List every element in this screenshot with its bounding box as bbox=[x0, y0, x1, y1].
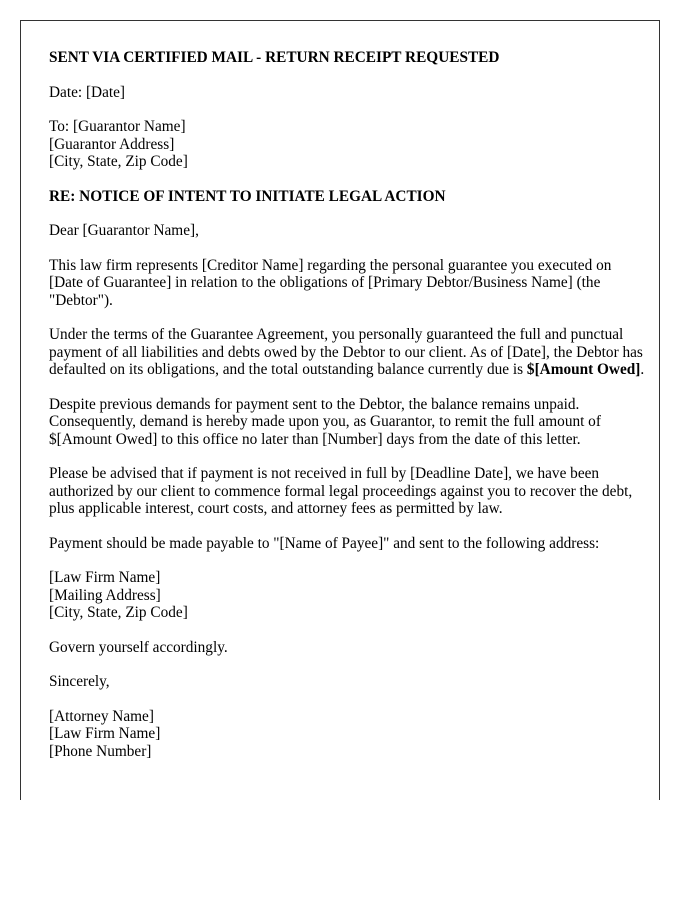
mailing-address: [Mailing Address] bbox=[49, 586, 161, 604]
signature-block bbox=[49, 708, 649, 761]
salutation: Dear [Guarantor Name], bbox=[49, 222, 199, 239]
letter-date: Date: [Date] bbox=[49, 83, 126, 101]
closing: Sincerely, bbox=[49, 673, 110, 690]
paragraph-govern: Govern yourself accordingly. bbox=[49, 638, 228, 656]
phone-number: [Phone Number] bbox=[49, 742, 152, 760]
default-end: . bbox=[640, 361, 645, 378]
recipient-block bbox=[49, 118, 649, 171]
law-firm-name: [Law Firm Name] bbox=[49, 569, 161, 586]
signature-firm: [Law Firm Name] bbox=[49, 725, 161, 742]
paragraph-default bbox=[49, 326, 649, 379]
paragraph-representation: This law firm represents [Creditor Name] regarding the personal guarantee you executed on [Date of Guarantee] in relation to the obligations of [Primary Debtor/Business Name] (the "Debtor"). bbox=[49, 256, 612, 309]
amount-owed: $[Amount Owed] bbox=[526, 361, 641, 378]
recipient-city: [City, State, Zip Code] bbox=[49, 153, 188, 170]
recipient-address: [Guarantor Address] bbox=[49, 135, 175, 153]
mailing-city: [City, State, Zip Code] bbox=[49, 604, 188, 621]
letter-body bbox=[49, 49, 649, 760]
payment-address bbox=[49, 569, 649, 622]
letter-page bbox=[20, 20, 660, 800]
paragraph-payment: Payment should be made payable to "[Name of Payee]" and sent to the following address: bbox=[49, 534, 600, 552]
attorney-name: [Attorney Name] bbox=[49, 707, 154, 725]
mail-header: SENT VIA CERTIFIED MAIL - RETURN RECEIPT REQUESTED bbox=[49, 49, 500, 66]
paragraph-legal-action: Please be advised that if payment is not received in full by [Deadline Date], we have been authorized by our client to commence formal legal proceedings against you to recover the debt, plus applicable interest, court costs, and attorney fees as permitted by law. bbox=[49, 465, 633, 517]
subject-line: RE: NOTICE OF INTENT TO INITIATE LEGAL ACTION bbox=[49, 187, 446, 205]
default-text: Under the terms of the Guarantee Agreement, you personally guaranteed the full and punctual payment of all liabilities and debts owed by the Debtor to our client. As of [Date], the Debtor has defaulted on its obligations, and the total outstanding balance currently due is bbox=[49, 326, 643, 378]
recipient-name: To: [Guarantor Name] bbox=[49, 118, 186, 135]
paragraph-demand: Despite previous demands for payment sent to the Debtor, the balance remains unpaid. Consequently, demand is hereby made upon you, as Guarantor, to remit the full amount of $[Amount Owed] to this office no later than [Number] days from the date of this letter. bbox=[49, 395, 601, 448]
